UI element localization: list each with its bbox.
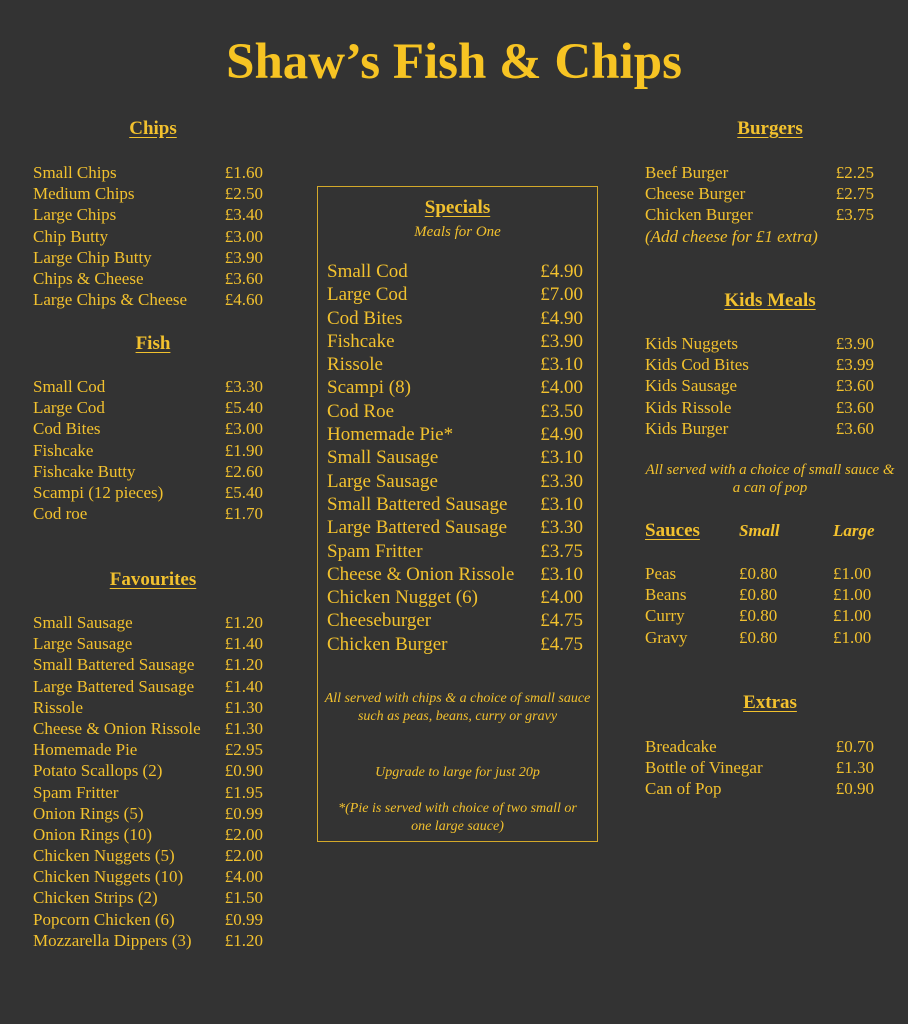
item-name: Fishcake Butty bbox=[33, 461, 136, 481]
specials-item bbox=[327, 446, 583, 469]
item-price: £0.90 bbox=[224, 761, 263, 781]
fish-item bbox=[33, 397, 263, 418]
item-price: £4.00 bbox=[540, 377, 583, 399]
item-name: Small Sausage bbox=[33, 613, 133, 632]
sauces-list bbox=[645, 563, 895, 648]
item-name: Small Chips bbox=[33, 163, 117, 182]
favourites-item bbox=[33, 612, 263, 633]
item-name: Small Battered Sausage bbox=[33, 655, 195, 675]
favourites-item bbox=[33, 845, 263, 866]
item-price: £3.40 bbox=[224, 205, 263, 225]
favourites-item bbox=[33, 633, 263, 654]
burgers-item bbox=[645, 162, 874, 183]
item-price: £3.75 bbox=[835, 205, 874, 225]
item-price: £3.60 bbox=[835, 397, 874, 417]
chips-item bbox=[33, 247, 263, 268]
fish-item bbox=[33, 461, 263, 482]
item-name: Popcorn Chicken (6) bbox=[33, 909, 175, 929]
item-price: £1.95 bbox=[224, 782, 263, 802]
extras-item bbox=[645, 757, 874, 778]
item-price: £5.40 bbox=[224, 482, 263, 502]
item-name: Kids Rissole bbox=[645, 397, 732, 417]
item-price: £1.20 bbox=[224, 655, 263, 675]
item-price: £4.60 bbox=[224, 290, 263, 310]
item-name: Medium Chips bbox=[33, 184, 135, 204]
item-large: £1.00 bbox=[833, 606, 872, 626]
fish-heading: Fish bbox=[135, 333, 171, 354]
item-name: Kids Nuggets bbox=[645, 334, 739, 353]
item-name: Cod Bites bbox=[33, 419, 101, 439]
favourites-item bbox=[33, 718, 263, 739]
item-large: £1.00 bbox=[833, 564, 872, 583]
specials-item bbox=[327, 633, 583, 656]
item-price: £5.40 bbox=[224, 398, 263, 418]
item-name: Can of Pop bbox=[645, 779, 722, 799]
item-price: £3.75 bbox=[540, 540, 583, 562]
item-name: Breadcake bbox=[645, 737, 717, 756]
item-price: £7.00 bbox=[540, 284, 583, 306]
item-name: Cheeseburger bbox=[327, 610, 432, 632]
favourites-item bbox=[33, 697, 263, 718]
item-name: Large Battered Sausage bbox=[33, 676, 195, 696]
item-name: Large Chips bbox=[33, 205, 117, 225]
item-name: Kids Sausage bbox=[645, 376, 738, 396]
kids-meals-heading: Kids Meals bbox=[724, 290, 816, 311]
burgers-list bbox=[645, 162, 874, 226]
item-name: Cheese Burger bbox=[645, 184, 746, 204]
item-name: Chips & Cheese bbox=[33, 268, 144, 288]
specials-upgrade-note: Upgrade to large for just 20p bbox=[375, 765, 540, 780]
item-name: Cod Bites bbox=[327, 307, 403, 329]
item-name: Scampi (8) bbox=[327, 377, 411, 399]
specials-subheading: Meals for One bbox=[414, 224, 501, 240]
item-name: Fishcake bbox=[327, 330, 395, 352]
chips-item bbox=[33, 226, 263, 247]
item-name: Curry bbox=[645, 606, 685, 626]
item-name: Homemade Pie* bbox=[327, 424, 454, 446]
specials-pie-note: *(Pie is served with choice of two small or one large sauce) bbox=[338, 801, 577, 834]
specials-item bbox=[327, 540, 583, 563]
item-name: Bottle of Vinegar bbox=[645, 758, 763, 778]
item-name: Gravy bbox=[645, 627, 688, 647]
extras-item bbox=[645, 736, 874, 757]
item-price: £3.60 bbox=[835, 418, 874, 438]
item-price: £1.50 bbox=[224, 888, 263, 908]
kids-meals-item bbox=[645, 375, 874, 396]
fish-item bbox=[33, 503, 263, 524]
favourites-item bbox=[33, 676, 263, 697]
menu-title: Shaw’s Fish & Chips bbox=[226, 34, 682, 90]
favourites-list bbox=[33, 612, 263, 951]
extras-item bbox=[645, 778, 874, 799]
item-small: £0.80 bbox=[739, 585, 778, 605]
item-price: £0.99 bbox=[224, 909, 263, 929]
item-price: £2.75 bbox=[835, 184, 874, 204]
item-name: Large Cod bbox=[33, 398, 105, 418]
item-price: £0.70 bbox=[835, 737, 874, 756]
item-price: £3.99 bbox=[835, 355, 874, 375]
sauces-item bbox=[645, 627, 895, 648]
favourites-item bbox=[33, 930, 263, 951]
item-price: £1.20 bbox=[224, 930, 263, 950]
specials-item bbox=[327, 376, 583, 399]
item-name: Potato Scallops (2) bbox=[33, 761, 163, 781]
favourites-item bbox=[33, 824, 263, 845]
item-name: Small Battered Sausage bbox=[327, 493, 508, 515]
extras-list bbox=[645, 736, 874, 800]
favourites-item bbox=[33, 887, 263, 908]
item-name: Large Battered Sausage bbox=[327, 517, 508, 539]
favourites-item bbox=[33, 803, 263, 824]
item-price: £1.60 bbox=[224, 163, 263, 182]
item-name: Large Chip Butty bbox=[33, 247, 152, 267]
item-small: £0.80 bbox=[739, 564, 778, 583]
item-price: £3.00 bbox=[224, 419, 263, 439]
item-price: £1.70 bbox=[224, 504, 263, 524]
item-price: £3.10 bbox=[540, 354, 583, 376]
item-name: Spam Fritter bbox=[33, 782, 119, 802]
item-name: Beef Burger bbox=[645, 163, 729, 182]
specials-item bbox=[327, 423, 583, 446]
item-price: £2.50 bbox=[224, 184, 263, 204]
item-name: Cod Roe bbox=[327, 400, 395, 422]
favourites-item bbox=[33, 866, 263, 887]
item-name: Spam Fritter bbox=[327, 540, 423, 562]
item-name: Small Cod bbox=[33, 377, 106, 396]
item-name: Cod roe bbox=[33, 504, 88, 524]
chips-heading: Chips bbox=[129, 118, 177, 139]
specials-item bbox=[327, 400, 583, 423]
specials-list bbox=[327, 260, 583, 656]
item-price: £2.00 bbox=[224, 846, 263, 866]
fish-item bbox=[33, 376, 263, 397]
specials-item bbox=[327, 330, 583, 353]
specials-item bbox=[327, 470, 583, 493]
item-price: £3.30 bbox=[224, 377, 263, 396]
chips-item bbox=[33, 183, 263, 204]
item-price: £4.00 bbox=[540, 587, 583, 609]
specials-item bbox=[327, 586, 583, 609]
fish-item bbox=[33, 418, 263, 439]
item-price: £1.30 bbox=[224, 718, 263, 738]
item-name: Rissole bbox=[327, 354, 383, 376]
kids-meals-item bbox=[645, 418, 874, 439]
item-price: £1.30 bbox=[835, 758, 874, 778]
specials-item bbox=[327, 283, 583, 306]
item-name: Scampi (12 pieces) bbox=[33, 482, 164, 502]
item-price: £2.60 bbox=[224, 461, 263, 481]
item-price: £4.00 bbox=[224, 867, 263, 887]
item-price: £1.90 bbox=[224, 440, 263, 460]
kids-meals-item bbox=[645, 333, 874, 354]
favourites-item bbox=[33, 782, 263, 803]
item-large: £1.00 bbox=[833, 585, 872, 605]
kids-meals-item bbox=[645, 397, 874, 418]
specials-item bbox=[327, 307, 583, 330]
item-name: Large Sausage bbox=[327, 470, 438, 492]
item-name: Cheese & Onion Rissole bbox=[327, 563, 515, 585]
item-price: £1.40 bbox=[224, 676, 263, 696]
sauces-item bbox=[645, 584, 895, 605]
favourites-item bbox=[33, 760, 263, 781]
item-price: £3.00 bbox=[224, 226, 263, 246]
item-name: Peas bbox=[645, 564, 677, 583]
burgers-heading: Burgers bbox=[737, 118, 803, 139]
item-price: £3.30 bbox=[540, 517, 583, 539]
burgers-cheese-note: (Add cheese for £1 extra) bbox=[645, 227, 818, 246]
kids-meals-note: All served with a choice of small sauce & a can of pop bbox=[645, 462, 895, 496]
favourites-heading: Favourites bbox=[109, 569, 197, 590]
chips-item bbox=[33, 268, 263, 289]
sauces-col-large: Large bbox=[833, 521, 875, 540]
item-name: Onion Rings (10) bbox=[33, 824, 152, 844]
item-name: Chicken Nugget (6) bbox=[327, 587, 478, 609]
burgers-item bbox=[645, 204, 874, 225]
specials-served-note: All served with chips & a choice of small sauce such as peas, beans, curry or gravy bbox=[324, 691, 591, 724]
sauces-heading: Sauces bbox=[645, 520, 700, 541]
item-price: £3.10 bbox=[540, 563, 583, 585]
item-price: £1.40 bbox=[224, 634, 263, 654]
favourites-item bbox=[33, 909, 263, 930]
item-name: Chicken Strips (2) bbox=[33, 888, 158, 908]
specials-item bbox=[327, 609, 583, 632]
item-price: £2.25 bbox=[835, 163, 874, 182]
item-name: Large Sausage bbox=[33, 634, 133, 654]
sauces-col-small: Small bbox=[739, 521, 780, 540]
favourites-item bbox=[33, 654, 263, 675]
item-price: £1.30 bbox=[224, 697, 263, 717]
item-price: £4.90 bbox=[540, 424, 583, 446]
specials-item bbox=[327, 516, 583, 539]
item-name: Rissole bbox=[33, 697, 84, 717]
item-price: £4.90 bbox=[540, 307, 583, 329]
item-name: Large Cod bbox=[327, 284, 408, 306]
sauces-item bbox=[645, 563, 895, 584]
item-price: £4.90 bbox=[540, 261, 583, 282]
item-price: £3.10 bbox=[540, 447, 583, 469]
item-name: Fishcake bbox=[33, 440, 94, 460]
item-name: Homemade Pie bbox=[33, 740, 138, 760]
item-name: Kids Cod Bites bbox=[645, 355, 749, 375]
item-price: £3.90 bbox=[835, 334, 874, 353]
specials-item bbox=[327, 563, 583, 586]
chips-item bbox=[33, 289, 263, 310]
item-price: £3.50 bbox=[540, 400, 583, 422]
item-name: Chicken Burger bbox=[645, 205, 753, 225]
item-name: Chicken Burger bbox=[327, 633, 448, 655]
item-small: £0.80 bbox=[739, 606, 778, 626]
item-small: £0.80 bbox=[739, 627, 778, 647]
item-price: £3.60 bbox=[224, 268, 263, 288]
item-price: £4.75 bbox=[540, 610, 583, 632]
item-price: £4.75 bbox=[540, 633, 583, 655]
item-large: £1.00 bbox=[833, 627, 872, 647]
burgers-item bbox=[645, 183, 874, 204]
item-price: £3.60 bbox=[835, 376, 874, 396]
item-name: Cheese & Onion Rissole bbox=[33, 718, 201, 738]
item-name: Kids Burger bbox=[645, 418, 729, 438]
specials-item bbox=[327, 353, 583, 376]
chips-item bbox=[33, 204, 263, 225]
item-name: Onion Rings (5) bbox=[33, 803, 144, 823]
item-name: Beans bbox=[645, 585, 687, 605]
kids-meals-list bbox=[645, 333, 874, 439]
item-price: £1.20 bbox=[224, 613, 263, 632]
item-price: £3.10 bbox=[540, 493, 583, 515]
item-name: Small Sausage bbox=[327, 447, 439, 469]
item-name: Small Cod bbox=[327, 261, 408, 282]
fish-list bbox=[33, 376, 263, 524]
extras-heading: Extras bbox=[743, 692, 797, 713]
item-name: Mozzarella Dippers (3) bbox=[33, 930, 192, 950]
item-name: Chip Butty bbox=[33, 226, 109, 246]
specials-item bbox=[327, 493, 583, 516]
item-name: Large Chips & Cheese bbox=[33, 290, 188, 310]
favourites-item bbox=[33, 739, 263, 760]
item-price: £2.00 bbox=[224, 824, 263, 844]
item-price: £3.30 bbox=[540, 470, 583, 492]
chips-list bbox=[33, 162, 263, 310]
item-price: £3.90 bbox=[540, 330, 583, 352]
item-price: £0.90 bbox=[835, 779, 874, 799]
item-price: £2.95 bbox=[224, 740, 263, 760]
sauces-item bbox=[645, 605, 895, 626]
item-price: £3.90 bbox=[224, 247, 263, 267]
item-price: £0.99 bbox=[224, 803, 263, 823]
fish-item bbox=[33, 440, 263, 461]
specials-heading: Specials bbox=[424, 197, 491, 218]
specials-item bbox=[327, 260, 583, 283]
item-name: Chicken Nuggets (10) bbox=[33, 867, 184, 887]
item-name: Chicken Nuggets (5) bbox=[33, 846, 175, 866]
fish-item bbox=[33, 482, 263, 503]
chips-item bbox=[33, 162, 263, 183]
sauces-header bbox=[645, 519, 893, 543]
kids-meals-item bbox=[645, 354, 874, 375]
